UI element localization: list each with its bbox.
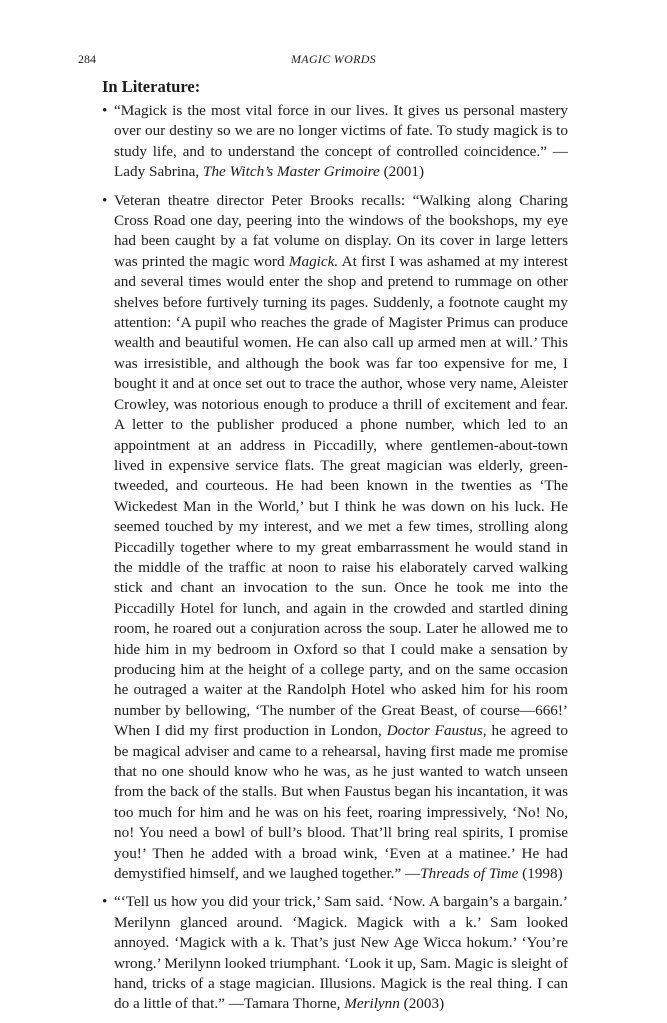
- bullet-marker: •: [102, 191, 108, 209]
- quotation-text: “‘Tell us how you did your trick,’ Sam said. ‘Now. A bargain’s a bargain.’ Merilynn glanced around. ‘Magick. Magick with a k.’ Sam looked annoyed. ‘Magick with a k. That’s just New Age Wicca hokum.’ ‘You’re wrong.’ Merilynn looked triumphant. ‘Look it up, Sam. Magic is sleight of hand, tricks of a stage magician. Illusions. Magick is the real thing. I can do a little of that.” —Tamara Thorne,: [114, 893, 569, 1013]
- citation-year: (2001): [379, 163, 425, 181]
- bullet-marker: •: [102, 102, 108, 119]
- work-title: Merilynn: [344, 995, 400, 1013]
- bullet-marker: •: [102, 893, 108, 911]
- quotation-list: [102, 101, 568, 1023]
- running-head: [0, 51, 667, 67]
- play-title: Doctor Faustus: [386, 722, 483, 740]
- quotation-text-final: , he agreed to be magical adviser and came to a rehearsal, having first made me promise that no one should know who he was, as he just wanted to watch unseen from the back of the stalls. But when Faustus began his incantation, it was too much for him and he was on his feet, roaring impressively, ‘No! No, no! You need a bowl of bull’s blood. That’ll bring real spirits, I promise you!’ Then he added with a broad wink, ‘Even at a matinee.’ He had demystified himself, and we laughed together.” —: [114, 722, 568, 883]
- work-title: Threads of Time: [420, 865, 519, 883]
- quotation-entry-brooks: [102, 191, 568, 885]
- quotation-entry-sabrina: [102, 101, 568, 183]
- citation-year: (2003): [399, 995, 445, 1013]
- running-title: MAGIC WORDS: [291, 52, 376, 66]
- citation-year: (1998): [518, 865, 563, 883]
- quotation-text: “Magick is the most vital force in our lives. It gives us personal mastery over our destiny so we are no longer victims of fate. To study magick is to study life, and to understand the concept of controlled coincidence.” —Lady Sabrina,: [114, 102, 568, 181]
- emphasized-word: Magick.: [288, 252, 339, 270]
- quotation-text-continued: At first I was ashamed at my interest and several times would enter the shop and pretend to rummage on other shelves before furtively turning its pages. Suddenly, a footnote caught my attention: ‘A pupil who reaches the grade of Magister Primus can produce wealth and beautiful women. He can also call up armed men at will.’ This was irresistible, and although the book was far too expensive for me, I bought it and at once set out to trace the author, whose very name, Aleister Crowley, was notorious enough to produce a thrill of excitement and fear. A letter to the publisher produced a phone number, which led to an appointment at an address in Piccadilly, where gentlemen-about-town lived in expensive service flats. The great magician was elderly, green-tweeded, and courteous. He had been known in the twenties as ‘The Wickedest Man in the World,’ but I think he was down on his luck. He seemed touched by my interest, and we met a few times, strolling along Piccadilly together where to my great embarrassment he would stand in the middle of the traffic at noon to raise his elaborately carved walking stick and chant an invocation to the sun. Once he took me into the Piccadilly Hotel for lunch, and again in the crowded and startled dining room, he roared out a conjuration across the soup. Later he allowed me to hide him in my bedroom in Oxford so that I could make a sensation by producing him at the height of a college party, and on the same occasion he outraged a waiter at the Randolph Hotel who asked him for his room number by bellowing, ‘The number of the Great Beast, of course—666!’ When I did my first production in London,: [114, 252, 568, 740]
- quotation-entry-thorne: [102, 892, 568, 1014]
- page-number: 284: [78, 52, 96, 66]
- section-heading: In Literature:: [102, 77, 201, 96]
- quotation-text: Veteran theatre director Peter Brooks recalls: “Walking along Charing Cross Road one day, peering into the windows of the bookshops, my eye had been caught by a fat volume on display. On its cover in large letters was printed the magic word: [114, 191, 568, 270]
- work-title: The Witch’s Master Grimoire: [203, 163, 380, 181]
